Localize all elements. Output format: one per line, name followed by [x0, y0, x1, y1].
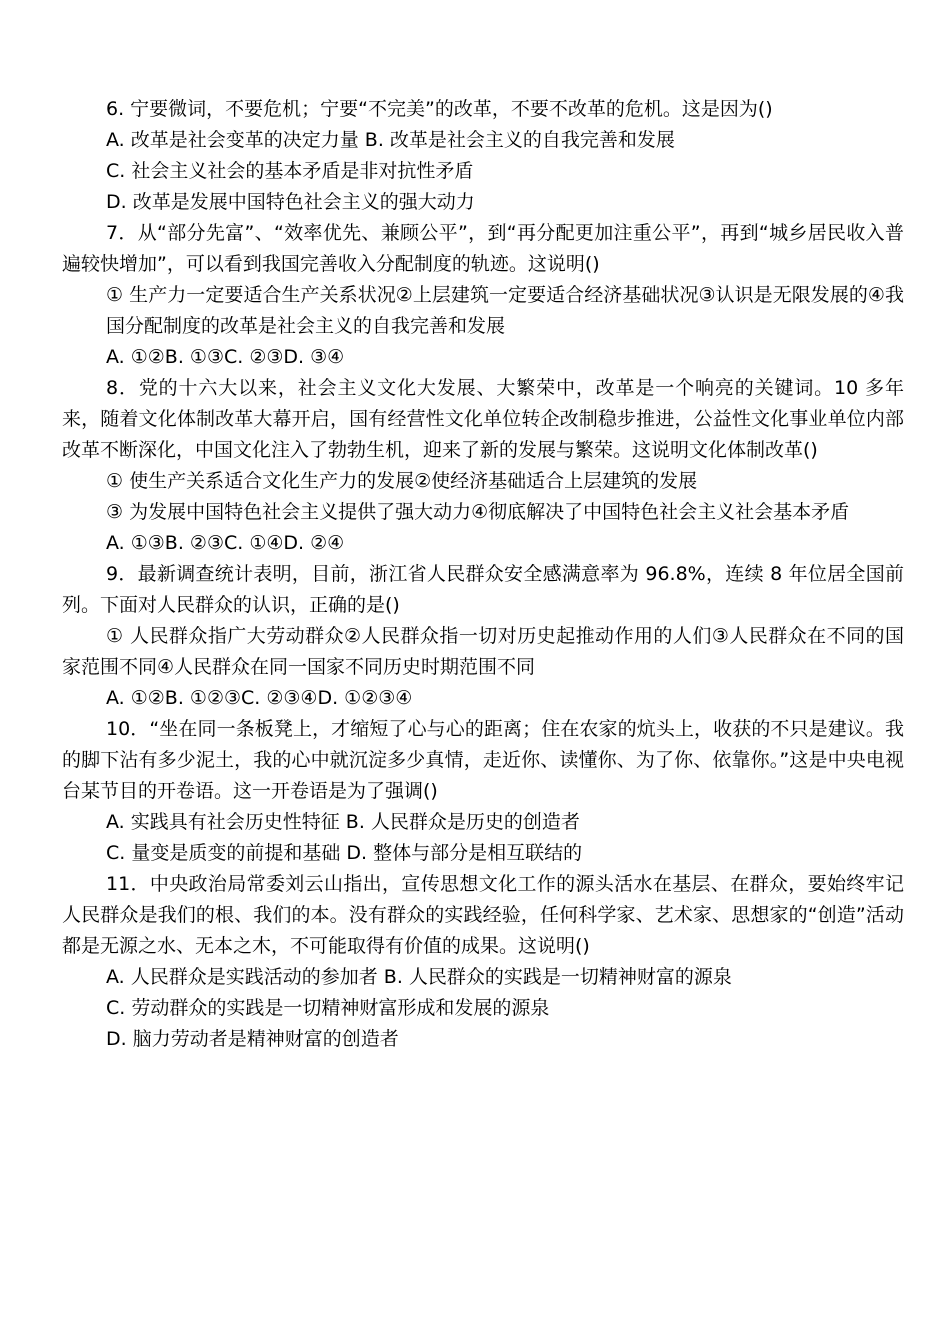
option-line: A. 改革是社会变革的决定力量 B. 改革是社会主义的自我完善和发展 — [106, 129, 675, 151]
question-stem: 7．从“部分先富”、“效率优先、兼顾公平”，到“再分配更加注重公平”，再到“城乡居民收入普遍较快增加”，可以看到我国完善收入分配制度的轨迹。这说明() — [62, 222, 904, 275]
statement-line: ③ 为发展中国特色社会主义提供了强大动力④彻底解决了中国特色社会主义社会基本矛盾 — [106, 501, 850, 523]
option-line: C. 劳动群众的实践是一切精神财富形成和发展的源泉 — [106, 997, 550, 1019]
question-stem: 10．“坐在同一条板凳上，才缩短了心与心的距离；住在农家的炕头上，收获的不只是建议。我的脚下沾有多少泥土，我的心中就沉淀多少真情，走近你、读懂你、为了你、依靠你。”这是中央电视台某节目的开卷语。这一开卷语是为了强调() — [62, 718, 904, 802]
option-line: A. 实践具有社会历史性特征 B. 人民群众是历史的创造者 — [106, 811, 580, 833]
option-line: C. 量变是质变的前提和基础 D. 整体与部分是相互联结的 — [106, 842, 583, 864]
option-line: A. ①②B. ①③C. ②③D. ③④ — [106, 346, 345, 368]
option-line: A. ①②B. ①②③C. ②③④D. ①②③④ — [106, 687, 413, 709]
question-11 — [62, 869, 904, 1055]
question-6 — [62, 94, 904, 218]
option-line: A. 人民群众是实践活动的参加者 B. 人民群众的实践是一切精神财富的源泉 — [106, 966, 732, 988]
question-8 — [62, 373, 904, 559]
question-stem: 11．中央政治局常委刘云山指出，宣传思想文化工作的源头活水在基层、在群众，要始终牢记人民群众是我们的根、我们的本。没有群众的实践经验，任何科学家、艺术家、思想家的“创造”活动都是无源之水、无本之木，不可能取得有价值的成果。这说明() — [62, 873, 904, 957]
option-line: C. 社会主义社会的基本矛盾是非对抗性矛盾 — [106, 160, 474, 182]
option-line: D. 改革是发展中国特色社会主义的强大动力 — [106, 191, 475, 213]
statement-line: ① 生产力一定要适合生产关系状况②上层建筑一定要适合经济基础状况③认识是无限发展的④我国分配制度的改革是社会主义的自我完善和发展 — [106, 284, 904, 337]
question-7 — [62, 218, 904, 373]
question-stem: 9．最新调查统计表明，目前，浙江省人民群众安全感满意率为 96.8%，连续 8 年位居全国前列。下面对人民群众的认识，正确的是() — [62, 563, 904, 616]
question-10 — [62, 714, 904, 869]
option-line: A. ①③B. ②③C. ①④D. ②④ — [106, 532, 345, 554]
option-line: D. 脑力劳动者是精神财富的创造者 — [106, 1028, 399, 1050]
question-9 — [62, 559, 904, 714]
question-stem: 6. 宁要微词，不要危机；宁要“不完美”的改革，不要不改革的危机。这是因为() — [106, 98, 773, 120]
statement-line: ① 人民群众指广大劳动群众②人民群众指一切对历史起推动作用的人们③人民群众在不同的国家范围不同④人民群众在同一国家不同历史时期范围不同 — [62, 625, 904, 678]
question-stem: 8．党的十六大以来，社会主义文化大发展、大繁荣中，改革是一个响亮的关键词。10 多年来，随着文化体制改革大幕开启，国有经营性文化单位转企改制稳步推进，公益性文化事业单位内部改革不断深化，中国文化注入了勃勃生机，迎来了新的发展与繁荣。这说明文化体制改革() — [62, 377, 904, 461]
statement-line: ① 使生产关系适合文化生产力的发展②使经济基础适合上层建筑的发展 — [106, 470, 698, 492]
exam-page — [62, 94, 904, 1055]
